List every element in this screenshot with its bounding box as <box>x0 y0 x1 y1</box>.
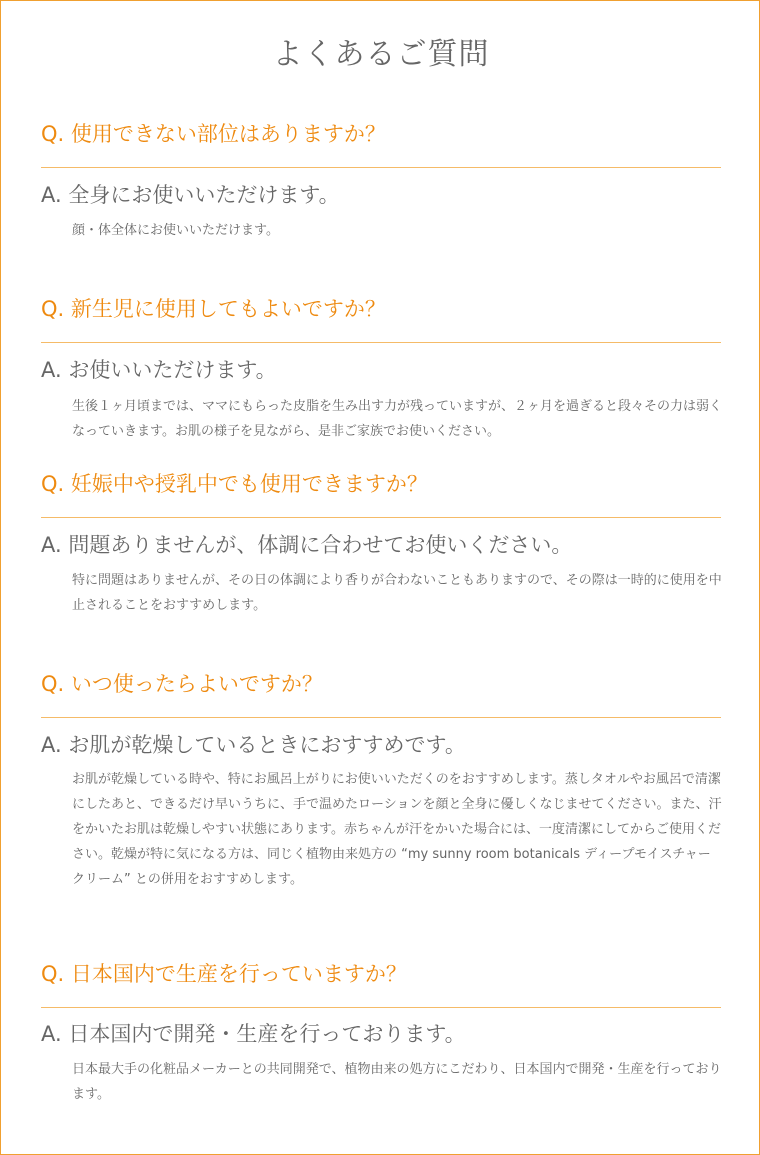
divider <box>41 717 721 718</box>
answer: A. 問題ありませんが、体調に合わせてお使いください。 <box>41 533 573 557</box>
divider <box>41 342 721 343</box>
faq-item-pregnancy <box>41 469 722 613</box>
answer-detail: お肌が乾燥している時や、特にお風呂上がりにお使いいただくのをおすすめします。蒸しタオルやお風呂で清潔にしたあと、できるだけ早いうちに、手で温めたローションを顔と全身に優しくなじませてください。また、汗をかいたお肌は乾燥しやすい状態にあります。赤ちゃんが汗をかいた場合には、一度清潔にしてからご使用ください。乾燥が特に気になる方は、同じく植物由来処方の “my sunny room botanicals ディープモイスチャー クリーム” との併用をおすすめします。 <box>72 772 722 887</box>
answer: A. お肌が乾燥しているときにおすすめです。 <box>41 733 466 757</box>
answer-detail: 生後１ヶ月頃までは、ママにもらった皮脂を生み出す力が残っていますが、２ヶ月を過ぎると段々その力は弱くなっていきます。お肌の様子を見ながら、是非ご家族でお使いください。 <box>72 399 723 439</box>
question: Q. 日本国内で生産を行っていますか？ <box>41 962 407 986</box>
faq-item-made-in-japan <box>41 959 722 1102</box>
answer-detail: 日本最大手の化粧品メーカーとの共同開発で、植物由来の処方にこだわり、日本国内で開発・生産を行っております。 <box>72 1062 722 1102</box>
answer: A. お使いいただけます。 <box>41 358 277 382</box>
answer-detail: 顔・体全体にお使いいただけます。 <box>72 223 279 238</box>
question: Q. 新生児に使用してもよいですか？ <box>41 297 386 321</box>
answer-detail: 特に問題はありませんが、その日の体調により香りが合わないこともありますので、その際は一時的に使用を中止されることをおすすめします。 <box>72 573 722 613</box>
answer: A. 全身にお使いいただけます。 <box>41 183 340 207</box>
question: Q. 使用できない部位はありますか？ <box>41 122 386 146</box>
faq-item-body-parts <box>41 119 721 238</box>
divider <box>41 167 721 168</box>
answer: A. 日本国内で開発・生産を行っております。 <box>41 1022 466 1046</box>
page-title: よくあるご質問 <box>272 37 490 72</box>
question: Q. 妊娠中や授乳中でも使用できますか？ <box>41 472 428 496</box>
divider <box>41 517 721 518</box>
divider <box>41 1007 721 1008</box>
question: Q. いつ使ったらよいですか？ <box>41 672 323 696</box>
faq-item-when-to-use <box>41 669 722 887</box>
faq-item-newborn <box>41 294 723 439</box>
